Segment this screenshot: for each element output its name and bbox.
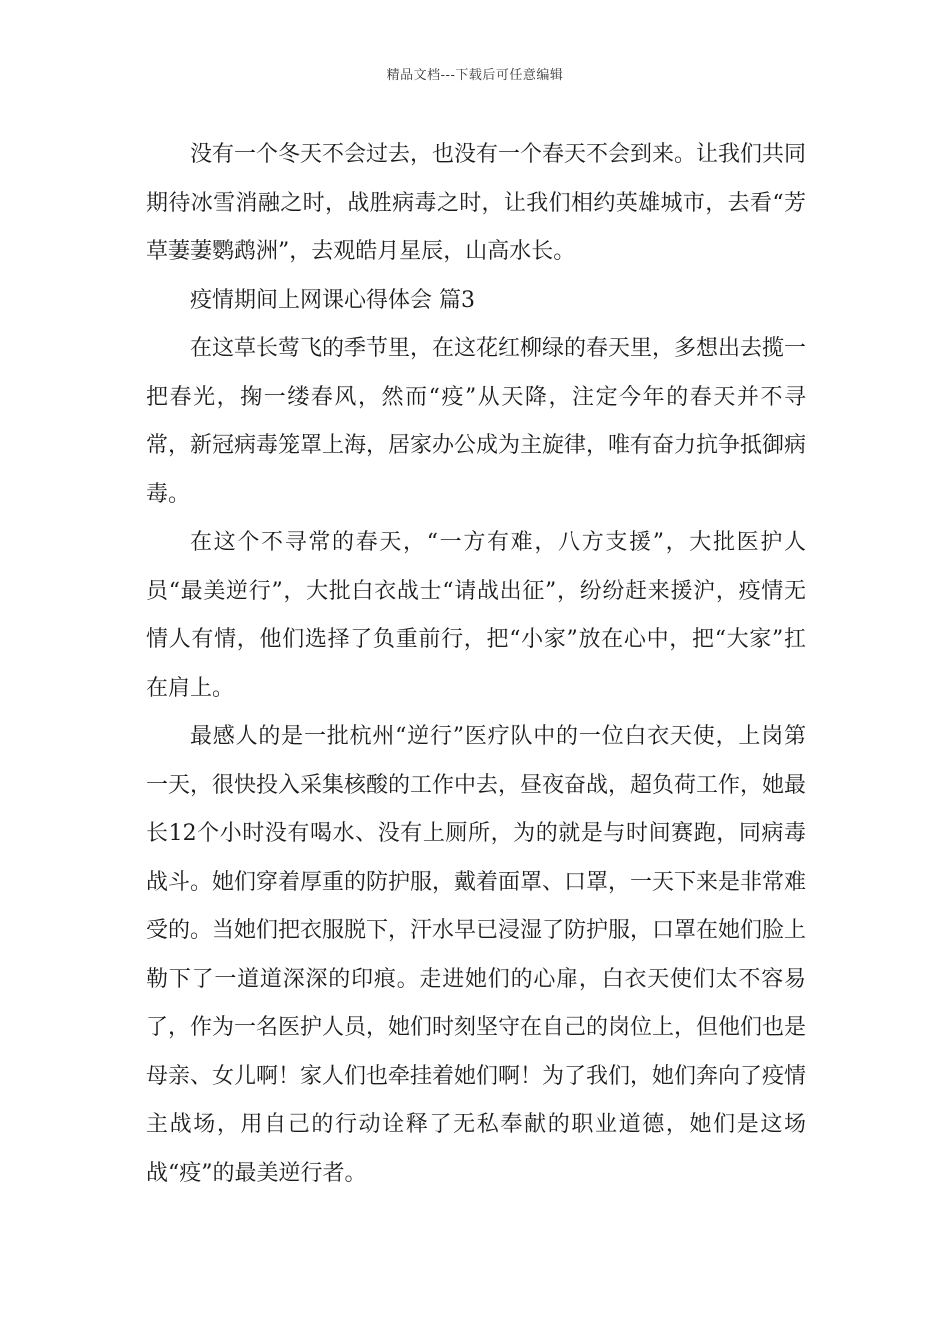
page-header: 精品文档---下载后可任意编辑 <box>386 68 564 83</box>
paragraph: 在这个不寻常的春天，“一方有难，八方支援”，大批医护人员“最美逆行”，大批白衣战士“请战出征”，纷纷赶来援沪，疫情无情人有情，他们选择了负重前行，把“小家”放在心中，把“大家”扛在肩上。 <box>146 530 806 701</box>
paragraph: 没有一个冬天不会过去，也没有一个春天不会到来。让我们共同期待冰雪消融之时，战胜病毒之时，让我们相约英雄城市，去看“芳草萋萋鹦鹉洲”，去观皓月星辰，山高水长。 <box>146 142 807 264</box>
document-body <box>146 131 806 1198</box>
paragraph: 在这草长莺飞的季节里，在这花红柳绿的春天里，多想出去揽一把春光，掬一缕春风，然而“疫”从天降，注定今年的春天并不寻常，新冠病毒笼罩上海，居家办公成为主旋律，唯有奋力抗争抵御病毒。 <box>146 336 807 507</box>
paragraph: 最感人的是一批杭州“逆行”医疗队中的一位白衣天使，上岗第一天，很快投入采集核酸的工作中去，昼夜奋战，超负荷工作，她最长12个小时没有喝水、没有上厕所，为的就是与时间赛跑，同病毒战斗。她们穿着厚重的防护服，戴着面罩、口罩，一天下来是非常难受的。当她们把衣服脱下，汗水早已浸湿了防护服，口罩在她们脸上勒下了一道道深深的印痕。走进她们的心扉，白衣天使们太不容易了，作为一名医护人员，她们时刻坚守在自己的岗位上，但他们也是母亲、女儿啊！家人们也牵挂着她们啊！为了我们，她们奔向了疫情主战场，用自己的行动诠释了无私奉献的职业道德，她们是这场战“疫”的最美逆行者。 <box>146 724 807 1186</box>
section-heading: 疫情期间上网课心得体会 篇3 <box>190 287 475 313</box>
